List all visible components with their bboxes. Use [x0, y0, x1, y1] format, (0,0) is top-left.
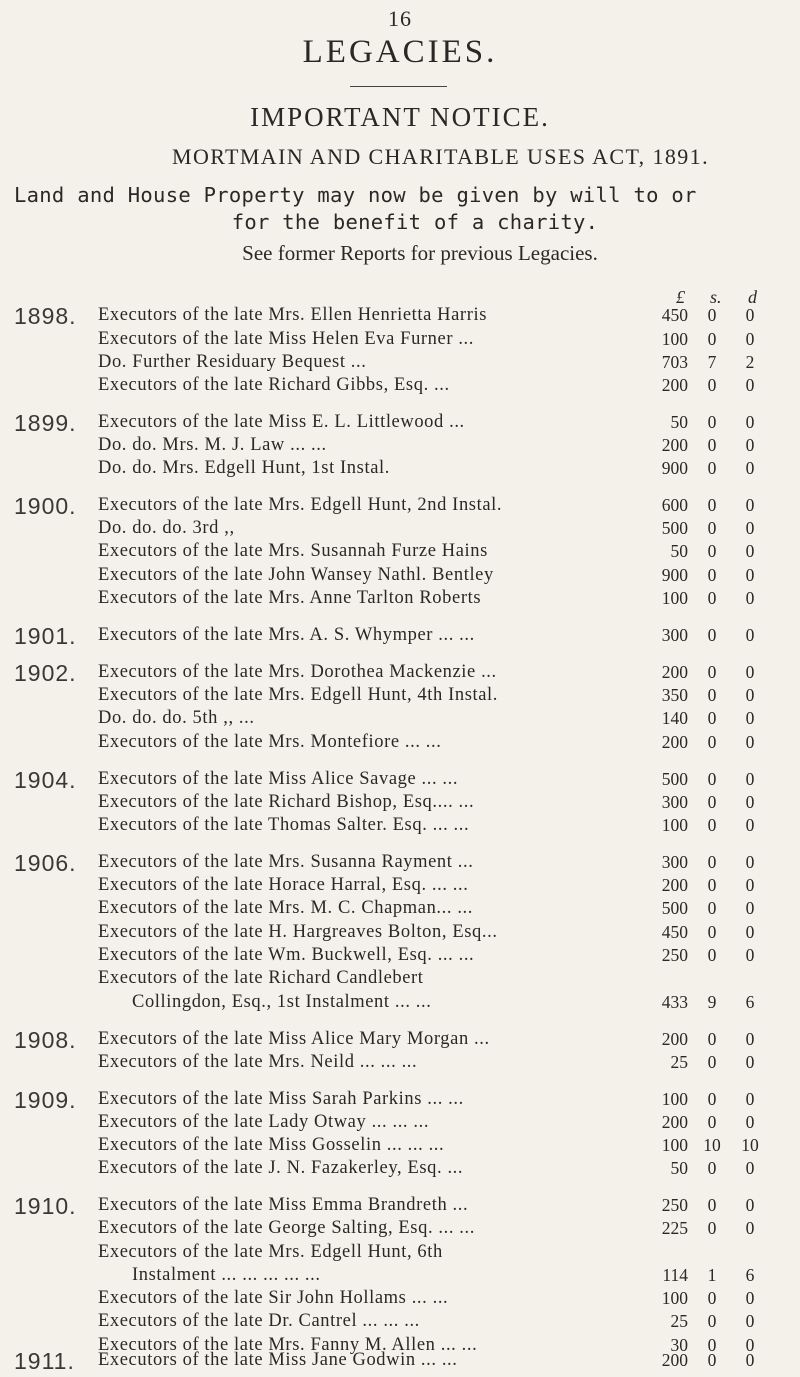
legacy-row: [0, 898, 800, 922]
legacy-description: Executors of the late Miss Sarah Parkins ... ...: [98, 1089, 464, 1109]
legacy-pounds: 114: [662, 1265, 688, 1285]
legacy-shillings: 0: [707, 815, 717, 835]
legacy-pounds: 200: [661, 662, 688, 682]
legacy-shillings: 0: [707, 625, 717, 645]
legacy-shillings: 0: [707, 329, 717, 349]
legacy-description: Executors of the late Mrs. Fanny M. Allen ... ...: [98, 1335, 478, 1355]
legacy-pence: 0: [745, 518, 755, 538]
legacy-pence: 0: [745, 1350, 755, 1370]
legacy-row: [0, 1052, 800, 1076]
legacy-pence: 6: [745, 1265, 755, 1285]
legacy-description: Executors of the late Mrs. Edgell Hunt, 6th: [98, 1242, 443, 1262]
legacy-description: Executors of the late Dr. Cantrel ... ... ...: [98, 1311, 420, 1331]
legacy-row: [0, 1218, 800, 1242]
legacy-pounds: 250: [661, 1195, 688, 1215]
legacy-pence: 0: [745, 875, 755, 895]
legacy-shillings: 0: [707, 1288, 717, 1308]
legacy-pounds: 30: [670, 1335, 688, 1355]
legacy-description: Executors of the late Miss Gosselin ... ... ...: [98, 1135, 445, 1155]
legacy-description: Do. do. Mrs. M. J. Law ... ...: [98, 435, 327, 455]
legacy-description: Executors of the late Mrs. Edgell Hunt, 4th Instal.: [98, 685, 499, 705]
legacy-shillings: 0: [707, 412, 717, 432]
legacy-description: Executors of the late Mrs. A. S. Whymper ... ...: [98, 625, 475, 645]
legacy-description: Executors of the late Miss Emma Brandreth ...: [98, 1195, 469, 1215]
legacy-shillings: 0: [707, 732, 717, 752]
legacy-pounds: 200: [661, 1112, 688, 1132]
legacy-pounds: 225: [661, 1218, 688, 1238]
legacy-pounds: 140: [661, 708, 688, 728]
page-number: 16: [388, 6, 412, 31]
legacy-pounds: 200: [661, 375, 688, 395]
legacy-pence: 0: [745, 732, 755, 752]
legacy-pounds: 50: [670, 412, 688, 432]
legacy-pounds: 100: [661, 1135, 688, 1155]
legacy-pence: 0: [745, 1052, 755, 1072]
legacy-shillings: 0: [707, 495, 717, 515]
legacy-description: Executors of the late Richard Bishop, Esq.... ...: [98, 792, 475, 812]
legacy-shillings: 0: [707, 435, 717, 455]
legacy-description: Executors of the late George Salting, Esq. ... ...: [98, 1218, 475, 1238]
legacy-pounds: 300: [661, 625, 688, 645]
legacy-row: [0, 1242, 800, 1266]
legacy-pence: 0: [745, 625, 755, 645]
legacy-row: [0, 412, 800, 436]
legacy-pence: 0: [745, 541, 755, 561]
legacy-row: [0, 875, 800, 899]
legacy-description: Executors of the late H. Hargreaves Bolton, Esq...: [98, 922, 498, 942]
legacy-pounds: 100: [661, 588, 688, 608]
legacy-pence: 6: [745, 992, 755, 1012]
legacy-pence: 0: [745, 1311, 755, 1331]
legacy-description: Do. do. do. 5th ,, ...: [98, 708, 255, 728]
legacy-row: [0, 375, 800, 399]
title-rule: [350, 86, 447, 87]
legacy-pence: 0: [745, 662, 755, 682]
shillings-header: s.: [710, 287, 722, 307]
pence-header: d: [748, 287, 757, 307]
legacy-pence: 0: [745, 458, 755, 478]
statement-line-2: for the benefit of a charity.: [231, 210, 599, 234]
legacy-pounds: 200: [661, 435, 688, 455]
legacy-pounds: 450: [661, 922, 688, 942]
legacy-shillings: 0: [707, 945, 717, 965]
legacy-pounds: 100: [661, 1288, 688, 1308]
legacy-row: [0, 458, 800, 482]
legacy-shillings: 0: [707, 1195, 717, 1215]
legacy-row: [0, 495, 800, 519]
legacy-shillings: 0: [707, 1311, 717, 1331]
legacy-shillings: 0: [707, 792, 717, 812]
legacy-shillings: 0: [707, 1218, 717, 1238]
legacy-description: Executors of the late Mrs. Montefiore ... ...: [98, 732, 442, 752]
legacy-row: [0, 1350, 800, 1374]
legacy-description: Executors of the late Lady Otway ... ... ...: [98, 1112, 430, 1132]
legacy-row: [0, 1135, 800, 1159]
legacy-shillings: 0: [707, 588, 717, 608]
legacy-row: [0, 708, 800, 732]
legacy-pence: 2: [745, 352, 755, 372]
legacy-pence: 0: [745, 412, 755, 432]
legacy-shillings: 0: [707, 565, 717, 585]
legacy-shillings: 0: [707, 1029, 717, 1049]
legacy-shillings: 0: [707, 1158, 717, 1178]
legacy-pounds: 900: [661, 458, 688, 478]
legacy-row: [0, 565, 800, 589]
legacy-pence: 0: [745, 435, 755, 455]
legacy-shillings: 7: [707, 352, 717, 372]
legacy-description: Executors of the late Miss E. L. Littlewood ...: [98, 412, 465, 432]
legacy-row: [0, 1265, 800, 1289]
legacy-row: [0, 625, 800, 649]
legacy-pence: 0: [745, 815, 755, 835]
legacy-shillings: 0: [707, 769, 717, 789]
legacy-shillings: 0: [707, 662, 717, 682]
legacy-pounds: 200: [661, 732, 688, 752]
legacy-shillings: 0: [707, 685, 717, 705]
legacy-pence: 0: [745, 922, 755, 942]
legacy-pounds: 350: [661, 685, 688, 705]
legacy-pounds: 450: [661, 305, 688, 325]
legacy-shillings: 0: [707, 1052, 717, 1072]
legacy-row: [0, 1288, 800, 1312]
legacy-pence: 0: [745, 685, 755, 705]
legacy-year: 1902.: [14, 660, 77, 686]
notice-heading: IMPORTANT NOTICE.: [250, 102, 550, 132]
legacy-pounds: 703: [661, 352, 688, 372]
legacy-description: Executors of the late Miss Helen Eva Furner ...: [98, 329, 475, 349]
legacy-pounds: 600: [661, 495, 688, 515]
legacy-description: Executors of the late Miss Alice Savage ... ...: [98, 769, 459, 789]
legacy-row: [0, 769, 800, 793]
legacy-row: [0, 922, 800, 946]
legacy-pounds: 25: [670, 1311, 688, 1331]
legacy-pence: 0: [745, 1029, 755, 1049]
legacy-row: [0, 662, 800, 686]
legacy-pence: 0: [745, 1288, 755, 1308]
legacy-pounds: 200: [661, 875, 688, 895]
legacy-year: 1904.: [14, 767, 77, 793]
legacy-description: Executors of the late Mrs. Edgell Hunt, 2nd Instal.: [98, 495, 503, 515]
legacy-year: 1908.: [14, 1027, 77, 1053]
legacy-row: [0, 1112, 800, 1136]
legacy-row: [0, 305, 800, 329]
legacy-shillings: 0: [707, 305, 717, 325]
legacy-pence: 0: [745, 1195, 755, 1215]
legacy-description: Executors of the late Horace Harral, Esq. ... ...: [98, 875, 469, 895]
legacy-shillings: 0: [707, 875, 717, 895]
legacy-row: [0, 685, 800, 709]
legacy-description: Do. Further Residuary Bequest ...: [98, 352, 367, 372]
legacy-description: Executors of the late Mrs. Ellen Henrietta Harris: [98, 305, 487, 325]
legacy-description: Instalment ... ... ... ... ...: [132, 1265, 321, 1285]
legacy-pounds: 50: [670, 541, 688, 561]
legacy-year: 1906.: [14, 850, 77, 876]
legacy-pence: 0: [745, 1089, 755, 1109]
legacy-description: Executors of the late Miss Alice Mary Morgan ...: [98, 1029, 490, 1049]
legacy-year: 1909.: [14, 1087, 77, 1113]
legacy-shillings: 0: [707, 458, 717, 478]
legacy-shillings: 0: [707, 541, 717, 561]
legacy-shillings: 0: [707, 1089, 717, 1109]
legacy-pounds: 50: [670, 1158, 688, 1178]
legacy-description: Executors of the late Richard Candlebert: [98, 968, 424, 988]
legacy-year: 1901.: [14, 623, 77, 649]
legacy-description: Do. do. do. 3rd ,,: [98, 518, 235, 538]
legacy-description: Executors of the late J. N. Fazakerley, Esq. ...: [98, 1158, 464, 1178]
legacy-year: 1900.: [14, 493, 77, 519]
legacy-row: [0, 1158, 800, 1182]
legacy-pence: 0: [745, 1112, 755, 1132]
legacy-shillings: 10: [703, 1135, 721, 1155]
legacy-description: Do. do. Mrs. Edgell Hunt, 1st Instal.: [98, 458, 390, 478]
legacy-row: [0, 945, 800, 969]
legacy-row: [0, 792, 800, 816]
legacy-description: Executors of the late Mrs. Anne Tarlton Roberts: [98, 588, 482, 608]
legacy-description: Executors of the late John Wansey Nathl. Bentley: [98, 565, 494, 585]
legacy-pence: 0: [745, 708, 755, 728]
legacy-description: Executors of the late Sir John Hollams ... ...: [98, 1288, 449, 1308]
legacy-pence: 0: [745, 945, 755, 965]
legacy-description: Executors of the late Mrs. Susannah Furze Hains: [98, 541, 488, 561]
legacy-pounds: 500: [661, 898, 688, 918]
legacy-pence: 0: [745, 1218, 755, 1238]
act-heading: MORTMAIN AND CHARITABLE USES ACT, 1891.: [172, 144, 709, 169]
legacy-shillings: 0: [707, 852, 717, 872]
legacy-shillings: 0: [707, 708, 717, 728]
see-reports-note: See former Reports for previous Legacies.: [242, 241, 598, 265]
legacy-row: [0, 732, 800, 756]
legacy-description: Executors of the late Thomas Salter. Esq. ... ...: [98, 815, 470, 835]
legacy-pence: 0: [745, 305, 755, 325]
legacy-shillings: 0: [707, 1335, 717, 1355]
legacy-pounds: 300: [661, 852, 688, 872]
legacy-row: [0, 1195, 800, 1219]
legacy-pence: 0: [745, 1335, 755, 1355]
legacy-pence: 0: [745, 852, 755, 872]
legacy-description: Executors of the late Miss Jane Godwin ... ...: [98, 1350, 458, 1370]
legacy-pounds: 200: [661, 1029, 688, 1049]
legacy-pence: 10: [741, 1135, 759, 1155]
legacy-row: [0, 815, 800, 839]
legacy-year: 1898.: [14, 303, 77, 329]
legacy-pence: 0: [745, 588, 755, 608]
legacy-pounds: 25: [670, 1052, 688, 1072]
legacy-row: [0, 992, 800, 1016]
legacy-row: [0, 541, 800, 565]
legacy-pounds: 100: [661, 329, 688, 349]
legacy-shillings: 0: [707, 1112, 717, 1132]
legacy-pounds: 300: [661, 792, 688, 812]
legacy-pounds: 433: [661, 992, 688, 1012]
legacy-pence: 0: [745, 1158, 755, 1178]
legacy-row: [0, 518, 800, 542]
legacy-row: [0, 435, 800, 459]
legacy-pence: 0: [745, 495, 755, 515]
legacy-pence: 0: [745, 898, 755, 918]
statement-line-1: Land and House Property may now be given by will to or: [14, 183, 697, 207]
legacy-description: Executors of the late Richard Gibbs, Esq. ...: [98, 375, 450, 395]
page-title: LEGACIES.: [302, 34, 498, 70]
legacy-description: Collingdon, Esq., 1st Instalment ... ...: [132, 992, 432, 1012]
legacy-row: [0, 852, 800, 876]
legacy-pounds: 250: [661, 945, 688, 965]
legacy-row: [0, 1311, 800, 1335]
pounds-header: £: [676, 287, 685, 307]
legacy-year: 1899.: [14, 410, 77, 436]
legacy-description: Executors of the late Wm. Buckwell, Esq. ... ...: [98, 945, 475, 965]
legacy-pence: 0: [745, 792, 755, 812]
legacy-row: [0, 1029, 800, 1053]
legacy-row: [0, 588, 800, 612]
legacy-year: 1911.: [14, 1348, 75, 1374]
legacy-row: [0, 1089, 800, 1113]
legacy-shillings: 1: [707, 1265, 717, 1285]
legacy-pence: 0: [745, 565, 755, 585]
legacy-pence: 0: [745, 769, 755, 789]
legacy-description: Executors of the late Mrs. Neild ... ... ...: [98, 1052, 418, 1072]
legacy-shillings: 9: [707, 992, 717, 1012]
legacy-pounds: 200: [661, 1350, 688, 1370]
legacy-year: 1910.: [14, 1193, 77, 1219]
legacy-description: Executors of the late Mrs. Dorothea Mackenzie ...: [98, 662, 497, 682]
legacy-row: [0, 329, 800, 353]
legacy-pounds: 100: [661, 815, 688, 835]
legacy-pence: 0: [745, 375, 755, 395]
legacy-pounds: 500: [661, 769, 688, 789]
legacy-row: [0, 968, 800, 992]
legacy-pounds: 900: [661, 565, 688, 585]
legacy-row: [0, 352, 800, 376]
legacy-shillings: 0: [707, 375, 717, 395]
legacy-pounds: 500: [661, 518, 688, 538]
legacy-pounds: 100: [661, 1089, 688, 1109]
legacy-shillings: 0: [707, 898, 717, 918]
legacy-shillings: 0: [707, 1350, 717, 1370]
legacy-description: Executors of the late Mrs. Susanna Rayment ...: [98, 852, 474, 872]
legacy-pence: 0: [745, 329, 755, 349]
legacy-description: Executors of the late Mrs. M. C. Chapman... ...: [98, 898, 474, 918]
legacy-shillings: 0: [707, 518, 717, 538]
legacy-shillings: 0: [707, 922, 717, 942]
